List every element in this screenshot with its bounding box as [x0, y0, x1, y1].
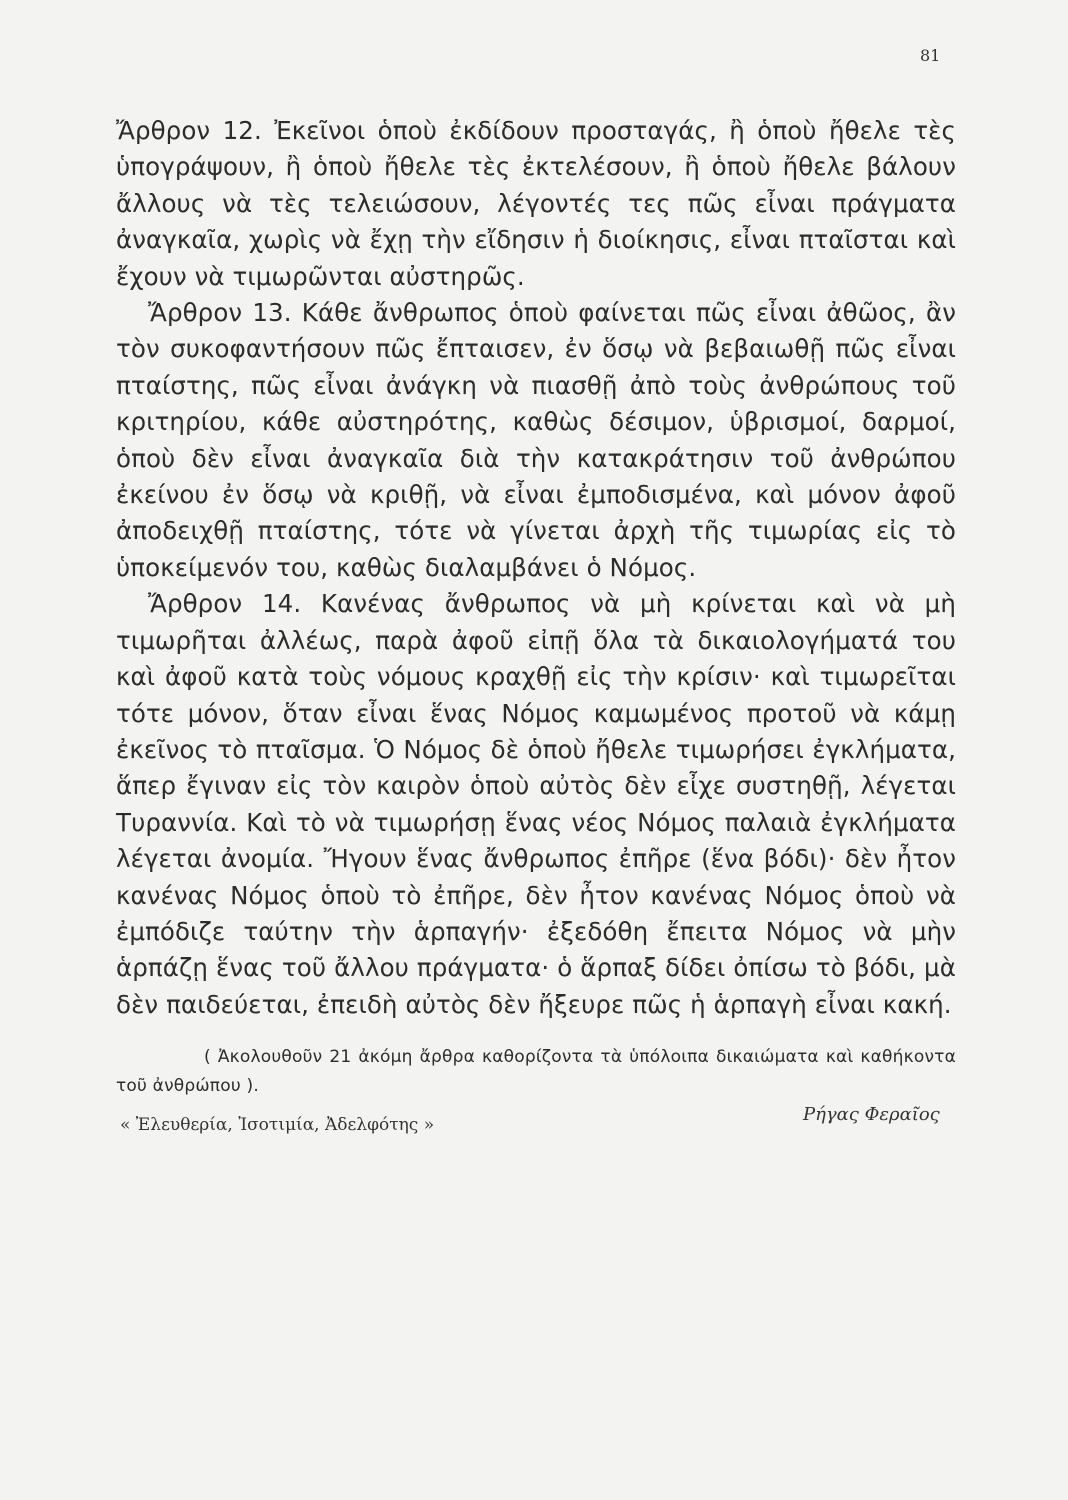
article-13-paragraph: Ἄρθρον 13. Κάθε ἄνθρωπος ὁποὺ φαίνεται πῶς εἶναι ἀθῶος, ἂν τὸν συκοφαντήσουν πῶς ἔπταισεν, ἐν ὅσῳ νὰ βεβαιωθῇ πῶς εἶναι πταίστης, πῶς εἶναι ἀνάγκη νὰ πιασθῇ ἀπὸ τοὺς ἀνθρώπους τοῦ κριτηρίου, κάθε αὐστηρότης, καθὼς δέσιμον, ὑβρισμοί, δαρμοί, ὁποὺ δὲν εἶναι ἀναγκαῖα διὰ τὴν κατακράτησιν τοῦ ἀνθρώπου ἐκείνου ἐν ὅσῳ νὰ κριθῇ, νὰ εἶναι ἐμποδισμένα, καὶ μόνον ἀφοῦ ἀποδειχθῇ πταίστης, τότε νὰ γίνεται ἀρχὴ τῆς τιμωρίας εἰς τὸ ὑποκείμενόν του, καθὼς διαλαμβάνει ὁ Νόμος. [116, 298, 956, 582]
article-12-paragraph: Ἄρθρον 12. Ἐκεῖνοι ὁποὺ ἐκδίδουν προσταγάς, ἢ ὁποὺ ἤθελε τὲς ὑπογράψουν, ἢ ὁποὺ ἤθελε τὲς ἐκτελέσουν, ἢ ὁποὺ ἤθελε βάλουν ἄλλους νὰ τὲς τελειώσουν, λέγοντές τες πῶς εἶναι πράγματα ἀναγκαῖα, χωρὶς νὰ ἔχῃ τὴν εἴδησιν ἡ διοίκησις, εἶναι πταῖσται καὶ ἔχουν νὰ τιμωρῶνται αὐστηρῶς. [116, 116, 956, 291]
editorial-note [116, 1043, 956, 1101]
author-signature: Ρήγας Φεραῖος [803, 1104, 940, 1125]
editorial-note-text: ( Ἀκολουθοῦν 21 ἀκόμη ἄρθρα καθορίζοντα τὰ ὑπόλοιπα δικαιώματα καὶ καθήκοντα τοῦ ἀνθρώπου ). [116, 1047, 956, 1096]
motto: « Ἐλευθερία, Ἰσοτιμία, Ἀδελφότης » [120, 1115, 435, 1135]
article-14-paragraph: Ἄρθρον 14. Κανένας ἄνθρωπος νὰ μὴ κρίνεται καὶ νὰ μὴ τιμωρῆται ἀλλέως, παρὰ ἀφοῦ εἰπῇ ὅλα τὰ δικαιολογήματά του καὶ ἀφοῦ κατὰ τοὺς νόμους κραχθῇ εἰς τὴν κρίσιν· καὶ τιμωρεῖται τότε μόνον, ὅταν εἶναι ἕνας Νόμος καμωμένος προτοῦ νὰ κάμῃ ἐκεῖνος τὸ πταῖσμα. Ὁ Νόμος δὲ ὁποὺ ἤθελε τιμωρήσει ἐγκλήματα, ἅπερ ἔγιναν εἰς τὸν καιρὸν ὁποὺ αὐτὸς δὲν εἶχε συστηθῇ, λέγεται Τυραννία. Καὶ τὸ νὰ τιμωρήσῃ ἕνας νέος Νόμος παλαιὰ ἐγκλήματα λέγεται ἀνομία. Ἤγουν ἕνας ἄνθρωπος ἐπῆρε (ἕνα βόδι)· δὲν ἦτον κανένας Νόμος ὁποὺ τὸ ἐπῆρε, δὲν ἦτον κανένας Νόμος ὁποὺ νὰ ἐμπόδιζε ταύτην τὴν ἁρπαγήν· ἐξεδόθη ἔπειτα Νόμος νὰ μὴν ἁρπάζῃ ἕνας τοῦ ἄλλου πράγματα· ὁ ἅρπαξ δίδει ὀπίσω τὸ βόδι, μὰ δὲν παιδεύεται, ἐπειδὴ αὐτὸς δὲν ἤξευρε πῶς ἡ ἁρπαγὴ εἶναι κακή. [116, 589, 956, 1019]
page-number: 81 [920, 46, 941, 65]
article-text [116, 113, 956, 1023]
